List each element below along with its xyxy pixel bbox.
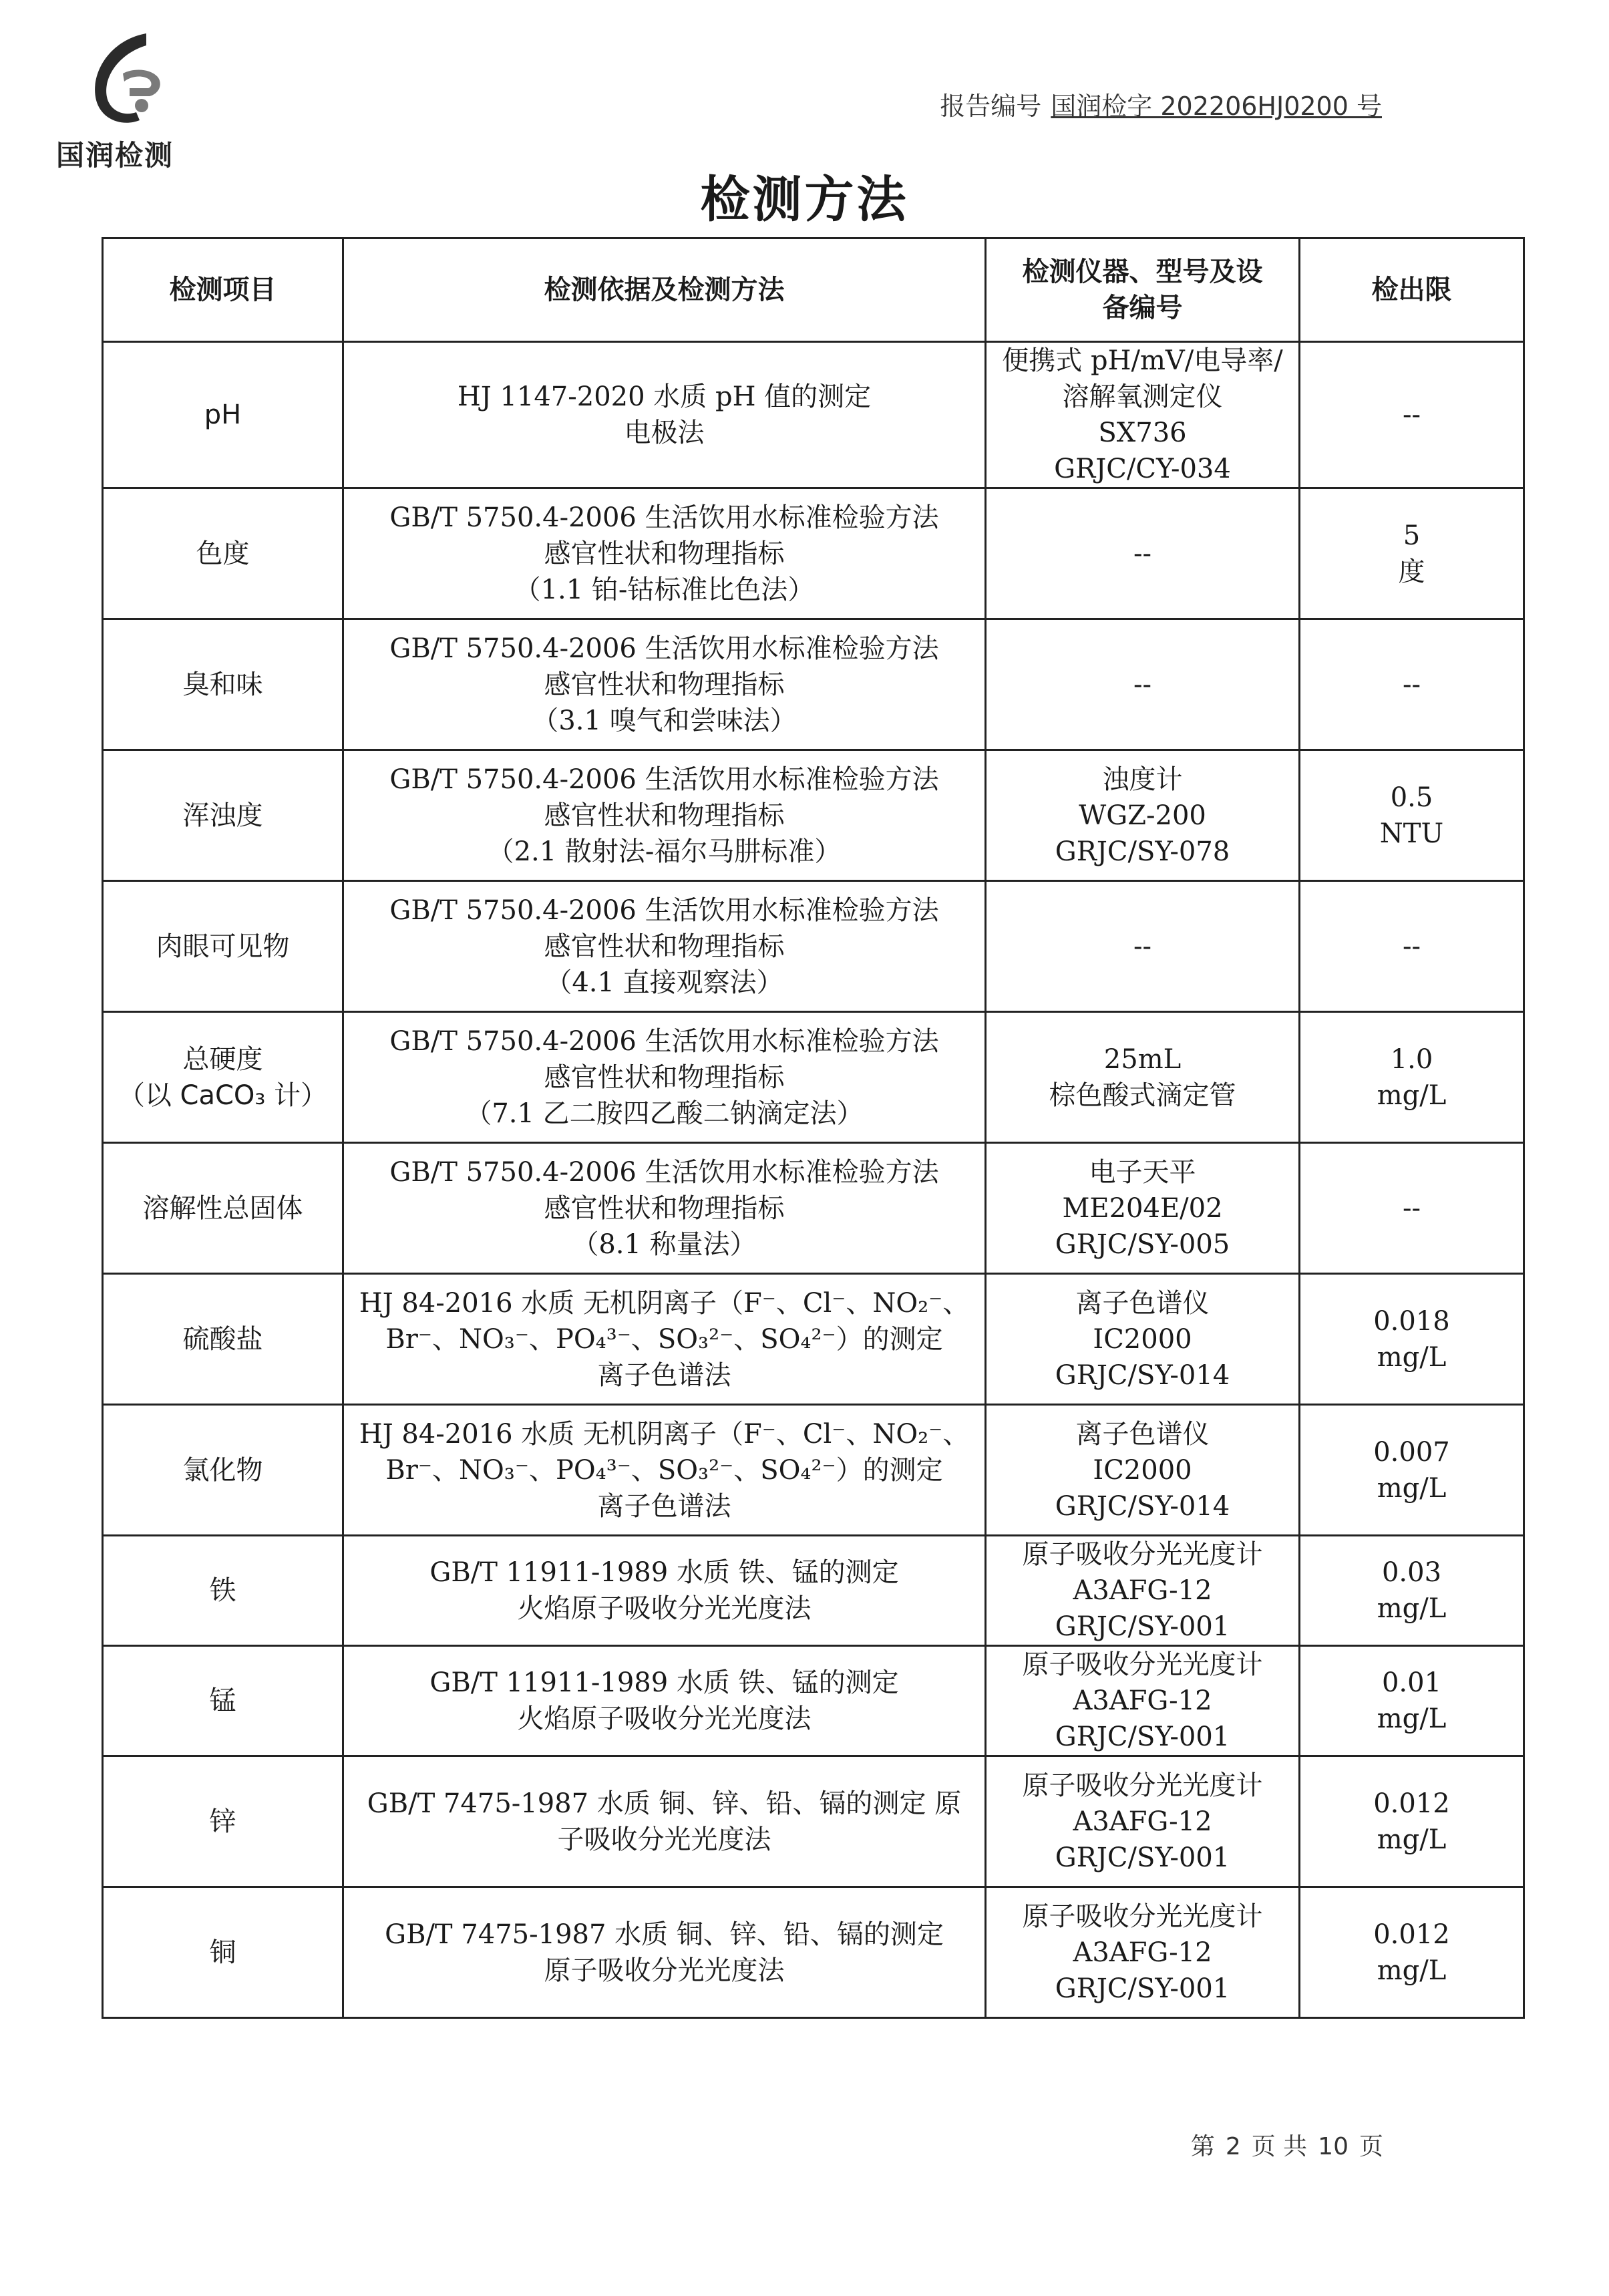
cell-instrument-line: A3AFG-12 [1073, 1937, 1212, 1968]
cell-method-line: GB/T 5750.4-2006 生活饮用水标准检验方法 [389, 1156, 939, 1188]
cell-instrument-line: 原子吸收分光光度计 [1022, 1770, 1263, 1801]
cell-instrument-line: 电子天平 [1089, 1156, 1196, 1188]
cell-instrument-line: SX736 [1098, 418, 1187, 448]
table-row [103, 1646, 1524, 1756]
cell-limit [1300, 1012, 1524, 1143]
cell-limit-line: 0.007 [1373, 1436, 1450, 1468]
cell-item [103, 619, 343, 750]
cell-instrument-line: A3AFG-12 [1073, 1575, 1212, 1606]
cell-method-line: 火焰原子吸收分光光度法 [517, 1703, 812, 1734]
cell-limit [1300, 750, 1524, 881]
cell-method-line: 感官性状和物理指标 [544, 1061, 785, 1093]
page-current: 2 [1225, 2133, 1241, 2160]
cell-limit-line: 度 [1398, 556, 1425, 587]
cell-item-line: 总硬度 [182, 1043, 263, 1075]
cell-method [343, 1756, 986, 1887]
cell-item-line: （以 CaCO₃ 计） [118, 1080, 328, 1111]
cell-item-line: pH [204, 399, 242, 430]
cell-item [103, 1646, 343, 1756]
cell-limit-line: 0.012 [1373, 1788, 1450, 1819]
cell-instrument-line: GRJC/SY-001 [1055, 1842, 1230, 1873]
report-number-value: 国润检字 202206HJ0200 号 [1051, 92, 1382, 121]
report-number [940, 86, 1382, 122]
page-suffix: 页 [1359, 2133, 1383, 2160]
page-title: 检测方法 [700, 171, 909, 228]
table-row [103, 488, 1524, 619]
table-row [103, 619, 1524, 750]
cell-instrument-line: 离子色谱仪 [1075, 1287, 1210, 1319]
cell-limit-line: 0.5 [1390, 782, 1433, 813]
cell-method-line: 子吸收分光光度法 [557, 1824, 771, 1855]
cell-method-line: （7.1 乙二胺四乙酸二钠滴定法） [465, 1098, 864, 1129]
cell-instrument-line: A3AFG-12 [1073, 1685, 1212, 1716]
table-row [103, 1143, 1524, 1274]
cell-limit-line: mg/L [1377, 1593, 1447, 1624]
column-header-method: 检测依据及检测方法 [343, 238, 986, 342]
cell-item [103, 1274, 343, 1405]
cell-instrument-line: A3AFG-12 [1073, 1806, 1212, 1837]
cell-item-line: 锌 [209, 1806, 236, 1837]
cell-limit [1300, 1405, 1524, 1536]
cell-limit-line: 0.01 [1381, 1667, 1442, 1698]
cell-method-line: GB/T 5750.4-2006 生活饮用水标准检验方法 [389, 1025, 939, 1057]
cell-limit-line: mg/L [1377, 1472, 1447, 1504]
cell-method [343, 619, 986, 750]
cell-instrument-line: 棕色酸式滴定管 [1049, 1080, 1236, 1111]
cell-instrument [986, 1012, 1300, 1143]
cell-method [343, 1887, 986, 2018]
cell-limit [1300, 1143, 1524, 1274]
cell-instrument-line: 便携式 pH/mV/电导率/溶解氧测定仪 [1002, 345, 1283, 412]
cell-instrument-line: GRJC/SY-014 [1055, 1359, 1230, 1391]
cell-instrument-line: IC2000 [1093, 1454, 1192, 1486]
cell-instrument-line: GRJC/SY-078 [1055, 836, 1230, 867]
cell-item [103, 1405, 343, 1536]
cell-instrument [986, 881, 1300, 1012]
cell-method-line: GB/T 5750.4-2006 生活饮用水标准检验方法 [389, 764, 939, 795]
methods-table [102, 237, 1525, 2019]
cell-item-line: 锰 [209, 1685, 236, 1716]
cell-method-line: HJ 1147-2020 水质 pH 值的测定 [457, 381, 872, 412]
cell-method-line: （2.1 散射法-福尔马肼标准） [487, 836, 842, 867]
cell-method-line: GB/T 11911-1989 水质 铁、锰的测定 [429, 1557, 899, 1588]
logo-text: 国润检测 [56, 139, 174, 172]
cell-instrument [986, 1536, 1300, 1646]
cell-method-line: 离子色谱法 [597, 1359, 731, 1391]
cell-item-line: 氯化物 [182, 1454, 263, 1486]
cell-limit-line: 5 [1403, 520, 1421, 551]
cell-method-line: （8.1 称量法） [572, 1228, 757, 1260]
table-row [103, 1012, 1524, 1143]
cell-instrument-line: GRJC/SY-001 [1055, 1611, 1230, 1642]
cell-method-line: GB/T 7475-1987 水质 铜、锌、铅、镉的测定 原 [367, 1788, 962, 1819]
cell-instrument-line: GRJC/SY-001 [1055, 1973, 1230, 2004]
cell-limit [1300, 1887, 1524, 2018]
cell-method [343, 1274, 986, 1405]
cell-limit-line: -- [1402, 669, 1421, 700]
cell-method [343, 1646, 986, 1756]
cell-item-line: 臭和味 [182, 669, 263, 700]
cell-limit-line: -- [1402, 931, 1421, 962]
cell-instrument [986, 1274, 1300, 1405]
cell-limit [1300, 1756, 1524, 1887]
table-row [103, 1274, 1524, 1405]
cell-instrument [986, 1756, 1300, 1887]
cell-method [343, 881, 986, 1012]
cell-method-line: 感官性状和物理指标 [544, 1192, 785, 1224]
cell-limit [1300, 488, 1524, 619]
cell-instrument-line: 浊度计 [1102, 764, 1183, 795]
cell-method-line: 感官性状和物理指标 [544, 800, 785, 831]
cell-method-line: Br⁻、NO₃⁻、PO₄³⁻、SO₃²⁻、SO₄²⁻）的测定 [385, 1323, 943, 1355]
column-header-item: 检测项目 [103, 238, 343, 342]
cell-method-line: （4.1 直接观察法） [545, 967, 783, 998]
cell-limit-line: NTU [1379, 818, 1444, 849]
cell-instrument-line: 原子吸收分光光度计 [1022, 1539, 1263, 1570]
report-number-label: 报告编号 [940, 92, 1042, 121]
cell-limit-line: mg/L [1377, 1955, 1447, 1986]
cell-instrument [986, 1143, 1300, 1274]
cell-limit-line: 0.018 [1373, 1305, 1450, 1337]
cell-method-line: GB/T 11911-1989 水质 铁、锰的测定 [429, 1667, 899, 1698]
cell-item-line: 硫酸盐 [182, 1323, 263, 1355]
cell-limit [1300, 1646, 1524, 1756]
cell-method-line: （1.1 铂-钴标准比色法） [514, 574, 815, 605]
cell-item [103, 342, 343, 488]
cell-instrument [986, 488, 1300, 619]
cell-instrument [986, 342, 1300, 488]
logo-mark-icon [83, 27, 176, 134]
cell-method-line: HJ 84-2016 水质 无机阴离子（F⁻、Cl⁻、NO₂⁻、 [359, 1287, 970, 1319]
cell-method [343, 1143, 986, 1274]
cell-instrument [986, 750, 1300, 881]
table-row [103, 750, 1524, 881]
cell-item-line: 色度 [196, 538, 250, 569]
cell-method-line: HJ 84-2016 水质 无机阴离子（F⁻、Cl⁻、NO₂⁻、 [359, 1418, 970, 1450]
cell-method-line: GB/T 7475-1987 水质 铜、锌、铅、镉的测定 [385, 1919, 944, 1950]
cell-item [103, 750, 343, 881]
cell-limit-line: mg/L [1377, 1080, 1447, 1111]
cell-method [343, 342, 986, 488]
cell-limit-line: -- [1402, 399, 1421, 430]
cell-method-line: 感官性状和物理指标 [544, 538, 785, 569]
table-row [103, 1756, 1524, 1887]
cell-limit-line: 1.0 [1390, 1043, 1433, 1075]
cell-limit-line: 0.03 [1381, 1557, 1442, 1588]
page-prefix: 第 [1190, 2133, 1215, 2160]
company-logo [56, 27, 190, 172]
cell-limit-line: -- [1402, 1192, 1421, 1224]
cell-instrument-line: GRJC/SY-005 [1055, 1228, 1230, 1260]
cell-limit [1300, 1536, 1524, 1646]
table-header-row [103, 238, 1524, 342]
cell-limit [1300, 619, 1524, 750]
cell-limit [1300, 342, 1524, 488]
cell-instrument-line: 原子吸收分光光度计 [1022, 1649, 1263, 1680]
cell-instrument-line: -- [1133, 669, 1152, 700]
table-row [103, 881, 1524, 1012]
cell-item [103, 1536, 343, 1646]
cell-instrument-line: 25mL [1103, 1043, 1182, 1075]
cell-method-line: 感官性状和物理指标 [544, 931, 785, 962]
cell-limit [1300, 881, 1524, 1012]
cell-instrument [986, 1405, 1300, 1536]
cell-method-line: （3.1 嗅气和尝味法） [532, 705, 797, 736]
cell-method-line: Br⁻、NO₃⁻、PO₄³⁻、SO₃²⁻、SO₄²⁻）的测定 [385, 1454, 943, 1486]
cell-item [103, 1012, 343, 1143]
table-row [103, 1405, 1524, 1536]
cell-instrument-line: ME204E/02 [1062, 1192, 1223, 1224]
cell-item [103, 1756, 343, 1887]
cell-instrument-line: -- [1133, 931, 1152, 962]
cell-limit [1300, 1274, 1524, 1405]
cell-limit-line: mg/L [1377, 1703, 1447, 1734]
cell-instrument [986, 1887, 1300, 2018]
cell-item-line: 铁 [209, 1575, 236, 1606]
cell-instrument-line: GRJC/SY-014 [1055, 1490, 1230, 1522]
table-row [103, 1536, 1524, 1646]
cell-method-line: GB/T 5750.4-2006 生活饮用水标准检验方法 [389, 633, 939, 664]
column-header-instrument-text: 检测仪器、型号及设备编号 [1022, 257, 1263, 323]
cell-method-line: 感官性状和物理指标 [544, 669, 785, 700]
cell-limit-line: mg/L [1377, 1341, 1447, 1373]
cell-instrument-line: 离子色谱仪 [1075, 1418, 1210, 1450]
cell-method-line: 原子吸收分光光度法 [544, 1955, 785, 1986]
cell-instrument-line: GRJC/SY-001 [1055, 1721, 1230, 1752]
cell-method [343, 1012, 986, 1143]
page-number [1186, 2128, 1389, 2162]
cell-item [103, 1143, 343, 1274]
cell-method-line: 火焰原子吸收分光光度法 [517, 1593, 812, 1624]
cell-item [103, 881, 343, 1012]
cell-instrument-line: WGZ-200 [1079, 800, 1206, 831]
cell-method-line: GB/T 5750.4-2006 生活饮用水标准检验方法 [389, 894, 939, 926]
cell-item [103, 1887, 343, 2018]
cell-instrument [986, 1646, 1300, 1756]
cell-instrument-line: GRJC/CY-034 [1054, 454, 1231, 484]
cell-instrument-line: -- [1133, 538, 1152, 569]
cell-item-line: 肉眼可见物 [156, 931, 290, 962]
cell-limit-line: 0.012 [1373, 1919, 1450, 1950]
cell-method [343, 750, 986, 881]
cell-method-line: GB/T 5750.4-2006 生活饮用水标准检验方法 [389, 502, 939, 533]
cell-method-line: 离子色谱法 [597, 1490, 731, 1522]
cell-item-line: 溶解性总固体 [142, 1192, 303, 1224]
cell-instrument-line: IC2000 [1093, 1323, 1192, 1355]
cell-item-line: 铜 [209, 1937, 236, 1968]
column-header-limit: 检出限 [1300, 238, 1524, 342]
column-header-instrument [986, 238, 1300, 342]
cell-instrument-line: 原子吸收分光光度计 [1022, 1901, 1263, 1932]
page-mid: 页 共 [1251, 2133, 1308, 2160]
cell-method [343, 1536, 986, 1646]
page-total: 10 [1318, 2133, 1349, 2160]
cell-item [103, 488, 343, 619]
cell-method [343, 1405, 986, 1536]
cell-instrument [986, 619, 1300, 750]
cell-item-line: 浑浊度 [182, 800, 263, 831]
table-row [103, 1887, 1524, 2018]
cell-method [343, 488, 986, 619]
cell-limit-line: mg/L [1377, 1824, 1447, 1855]
cell-method-line: 电极法 [624, 418, 705, 448]
table-row [103, 342, 1524, 488]
